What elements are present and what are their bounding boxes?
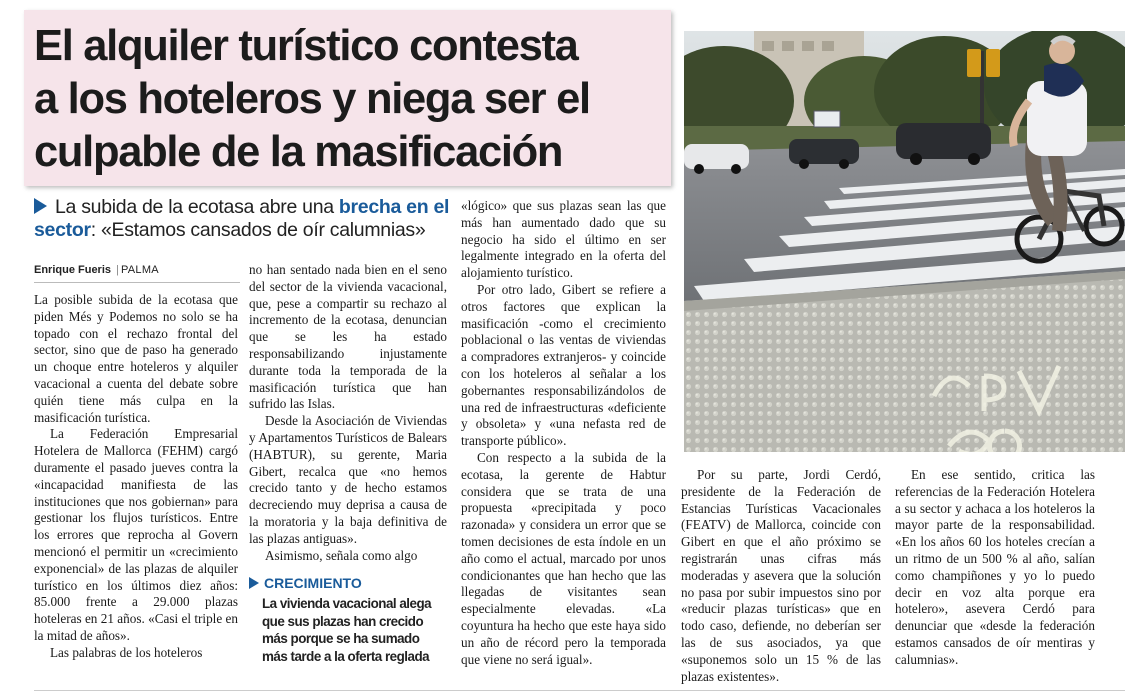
article-column-3 <box>461 198 666 668</box>
paragraph: Con respecto a la subida de la ecotasa, la gerente de Habtur considera que se trata de una propuesta «precipitada y poco razonada» y considera un error que se tomen decisiones de esta índole en un año como el actual, marcado por unos condicionantes que han hecho que las llegadas de visitantes sean especialmente elevadas. «La coyuntura ha hecho que este haya sido un año de récord pero la temporada que viene no será igual». <box>461 449 666 667</box>
street-photo-illustration <box>684 31 1125 452</box>
paragraph: Por su parte, Jordi Cerdó, presidente de la Federación de Estancias Turísticas Vacacionales (FEATV) de Mallorca, coincide con Gibert en que el año próximo se registrarán unas cifras más moderadas y asevera que la solución no pasa por subir impuestos sino por «reducir plazas turísticas» que en todo caso, defiende, no deberían ser las de sus asociados, ya que «suponemos solo un 15 % de las plazas existentes». <box>681 467 881 684</box>
subheadline <box>34 196 454 241</box>
section-heading <box>249 575 362 591</box>
page-bottom-rule <box>34 690 1125 691</box>
pull-quote-line: que sus plazas han crecido <box>262 613 424 629</box>
headline-box <box>24 10 671 186</box>
headline-line: culpable de la masificación <box>34 128 563 176</box>
paragraph: Asimismo, señala como algo <box>265 547 418 563</box>
byline-author: Enrique Fueris <box>34 264 112 276</box>
byline <box>34 264 159 276</box>
subhead-text: La subida de la ecotasa abre una <box>55 196 339 218</box>
pull-quote-line: La vivienda vacacional alega <box>262 596 432 611</box>
subhead-text-end: : «Estamos cansados de oír calumnias» <box>90 218 426 241</box>
paragraph: En ese sentido, critica las referencias de la Federación Hotelera a su sector y achaca a los hoteleros la mayor parte de la responsabilidad. «En los años 60 los hoteles crecían a un ritmo de un 500 % al año, salían como champiñones y yo lo puedo decir en voz alta porque era hotelero», asevera Cerdó para denunciar que «desde la federación estamos cansados de oír mentiras y calumnias». <box>895 467 1095 667</box>
subhead-highlight: brecha en el sector <box>34 196 450 241</box>
headline <box>34 20 665 179</box>
pull-quote-line: más porque se ha sumado <box>262 631 420 646</box>
headline-line: El alquiler turístico contesta <box>34 22 578 70</box>
paragraph: La posible subida de la ecotasa que piden Més y Podemos no solo se ha topado con el rechazo frontal del sector, sino que de paso ha generado un choque entre hoteleros y alquiler vacacional a cuenta del debate sobre quién tiene más culpa en la masificación turística. <box>34 292 238 425</box>
byline-separator: | <box>116 264 119 276</box>
paragraph: no han sentado nada bien en el seno del sector de la vivienda vacacional, que, pese a compartir su rechazo al incremento de la ecotasa, denuncian que se les ha estado responsabilizando injustamente durante toda la temporada de la masificación turística que han sufrido las Islas. <box>249 262 447 412</box>
pull-quote <box>262 595 452 665</box>
triangle-bullet-icon <box>34 198 47 214</box>
section-heading-text: CRECIMIENTO <box>264 575 362 591</box>
paragraph: La Federación Empresarial Hotelera de Mallorca (FEHM) cargó duramente el pasado jueves contra la «incapacidad manifiesta de las instituciones que nos gobiernan» para gestionar los flujos turísticos. Entre los errores que reprocha al Govern mencionó el permitir un «crecimiento exponencial» de las plazas de alquiler turístico en los últimos diez años: 85.000 frente a 29.000 plazas hoteleras en 21 años. «Casi el triple en la mitad de años». <box>34 426 238 643</box>
byline-divider <box>34 282 240 283</box>
paragraph: Las palabras de los hoteleros <box>50 644 203 660</box>
paragraph: Desde la Asociación de Viviendas y Apartamentos Turísticos de Balears (HABTUR), su gerente, Maria Gibert, recalca que «no hemos crecido tanto y de hecho estamos decreciendo muy deprisa a causa de la moratoria y la baja definitiva de las plazas antiguas». <box>249 413 447 546</box>
article-column-4 <box>681 467 881 685</box>
paragraph: Por otro lado, Gibert se refiere a otros factores que explican la masificación -como el crecimiento poblacional o las ventas de viviendas a compradores extranjeros- y coincide con los hoteleros al señalar a los gobernantes responsabilizándolos de una red de infraestructuras «deficiente y obsoleta» y «una nefasta red de transporte público». <box>461 281 666 449</box>
article-column-1 <box>34 292 238 662</box>
triangle-bullet-icon <box>249 577 259 589</box>
byline-location: PALMA <box>120 264 159 276</box>
pull-quote-line: más tarde a la oferta reglada <box>262 648 430 664</box>
article-column-5 <box>895 467 1095 669</box>
article-column-2 <box>249 262 447 564</box>
paragraph: «lógico» que sus plazas sean las que más han aumentado dado que su negocio ha sido el último en ser legalmente integrado en la oferta del alojamiento turístico. <box>461 198 666 281</box>
headline-line: a los hoteleros y niega ser el <box>34 75 590 123</box>
article-photo <box>684 31 1125 452</box>
